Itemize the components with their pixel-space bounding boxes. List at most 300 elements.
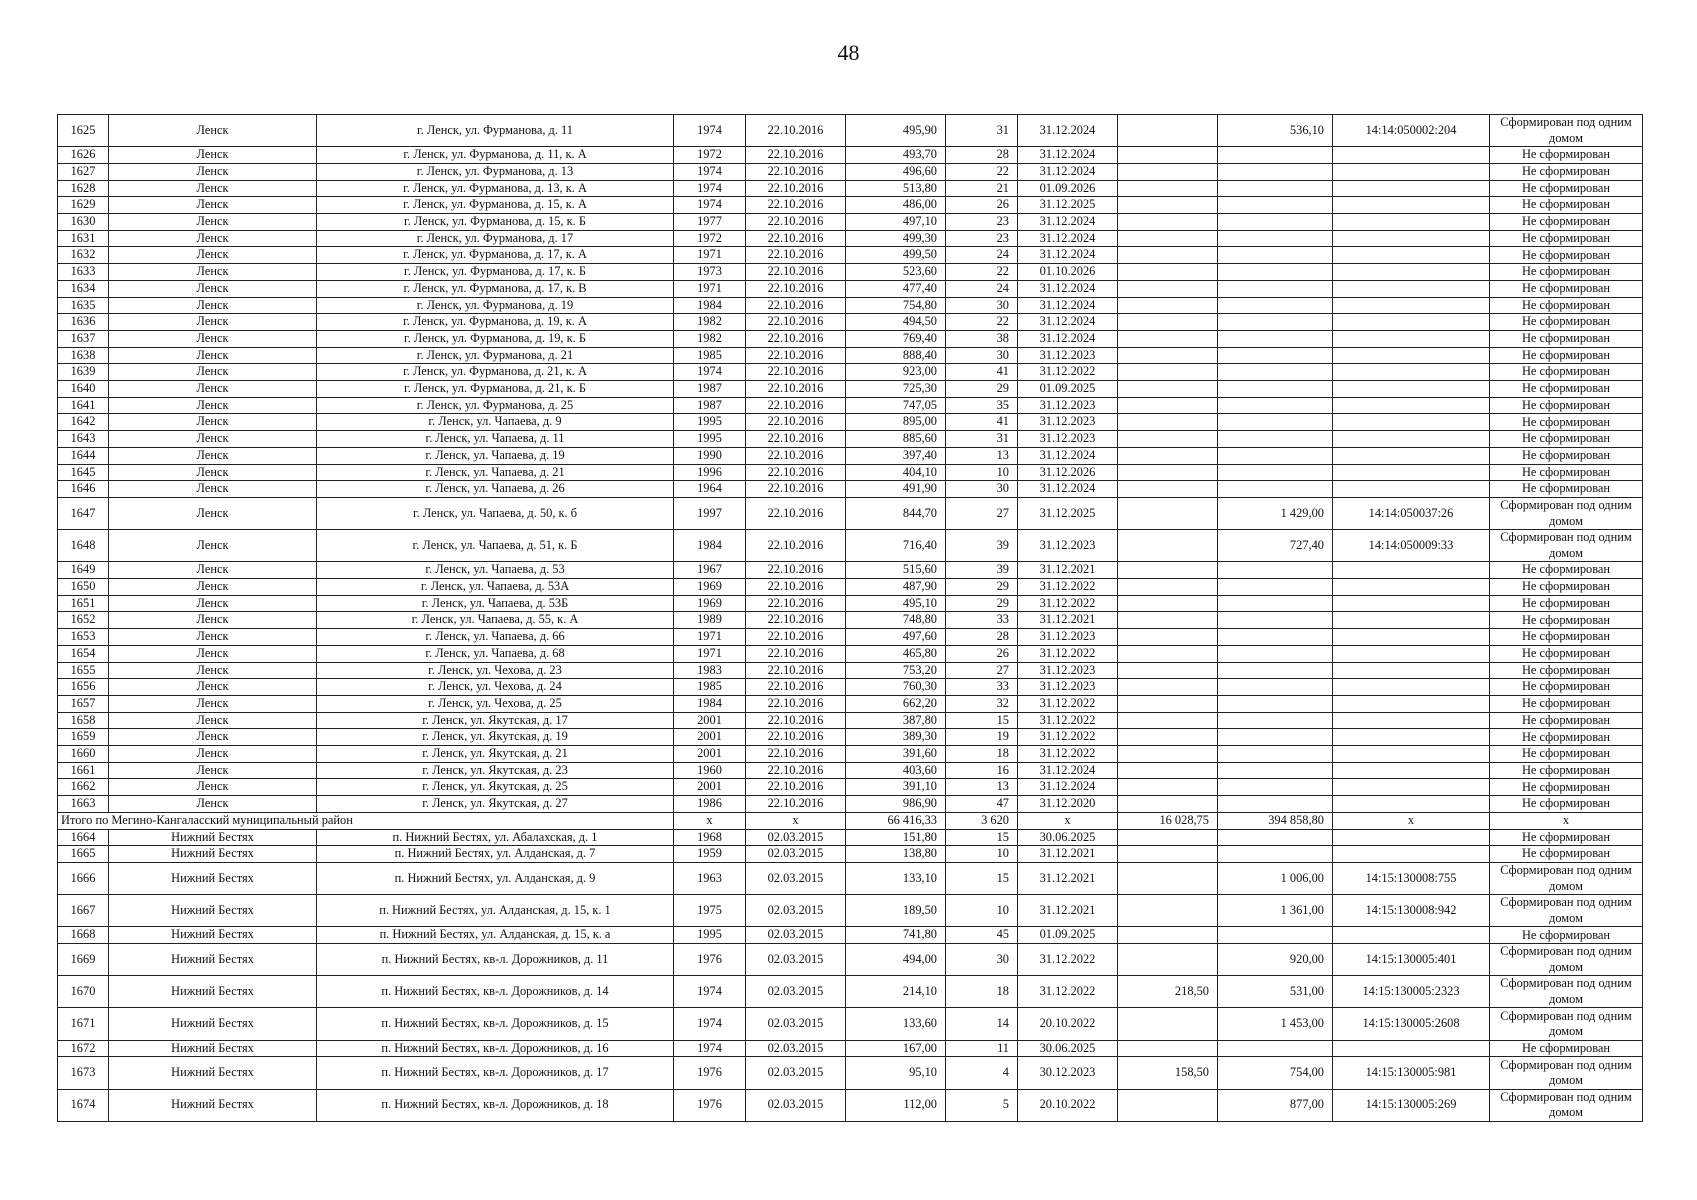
- cadastral-number-cell: 14:14:050009:33: [1333, 530, 1490, 562]
- table-row: [58, 197, 1643, 214]
- cadastral-number-cell: [1333, 729, 1490, 746]
- table-row: [58, 779, 1643, 796]
- area-cell: 725,30: [846, 381, 946, 398]
- date-cell: 02.03.2015: [746, 1057, 846, 1089]
- address-cell: г. Ленск, ул. Фурманова, д. 19, к. Б: [317, 330, 674, 347]
- address-cell: г. Ленск, ул. Чапаева, д. 51, к. Б: [317, 530, 674, 562]
- row-number-cell: 1658: [58, 712, 109, 729]
- status-cell: Не сформирован: [1490, 645, 1643, 662]
- row-number-cell: 1652: [58, 612, 109, 629]
- total-year-cell: x: [674, 812, 746, 829]
- address-cell: п. Нижний Бестях, кв-л. Дорожников, д. 17: [317, 1057, 674, 1089]
- city-cell: Ленск: [109, 247, 317, 264]
- table-row: [58, 230, 1643, 247]
- table-row: [58, 464, 1643, 481]
- table-row: [58, 762, 1643, 779]
- area-cell: 404,10: [846, 464, 946, 481]
- date-cell: 02.03.2015: [746, 846, 846, 863]
- land-area-cell: [1118, 695, 1218, 712]
- row-number-cell: 1625: [58, 115, 109, 147]
- area-cell: 189,50: [846, 895, 946, 927]
- land-area-2-cell: [1218, 230, 1333, 247]
- city-cell: Ленск: [109, 562, 317, 579]
- area-cell: 495,10: [846, 595, 946, 612]
- cadastral-number-cell: [1333, 796, 1490, 813]
- land-area-cell: [1118, 414, 1218, 431]
- table-row: [58, 381, 1643, 398]
- land-area-2-cell: [1218, 147, 1333, 164]
- year-cell: 1960: [674, 762, 746, 779]
- row-number-cell: 1636: [58, 314, 109, 331]
- deadline-cell: 31.12.2024: [1018, 147, 1118, 164]
- cadastral-number-cell: [1333, 163, 1490, 180]
- status-cell: Не сформирован: [1490, 180, 1643, 197]
- address-cell: г. Ленск, ул. Фурманова, д. 11: [317, 115, 674, 147]
- cadastral-number-cell: [1333, 1040, 1490, 1057]
- table-row: [58, 712, 1643, 729]
- residents-cell: 13: [946, 447, 1018, 464]
- residents-cell: 22: [946, 314, 1018, 331]
- deadline-cell: 31.12.2022: [1018, 729, 1118, 746]
- land-area-cell: [1118, 562, 1218, 579]
- city-cell: Нижний Бестях: [109, 829, 317, 846]
- residents-cell: 5: [946, 1089, 1018, 1121]
- total-row: [58, 812, 1643, 829]
- residents-cell: 15: [946, 829, 1018, 846]
- row-number-cell: 1653: [58, 629, 109, 646]
- year-cell: 1984: [674, 297, 746, 314]
- cadastral-number-cell: [1333, 481, 1490, 498]
- land-area-cell: [1118, 679, 1218, 696]
- city-cell: Ленск: [109, 612, 317, 629]
- status-cell: Сформирован под одним домом: [1490, 1089, 1643, 1121]
- cadastral-number-cell: [1333, 662, 1490, 679]
- cadastral-number-cell: [1333, 562, 1490, 579]
- date-cell: 22.10.2016: [746, 729, 846, 746]
- row-number-cell: 1657: [58, 695, 109, 712]
- cadastral-number-cell: [1333, 381, 1490, 398]
- cadastral-number-cell: [1333, 762, 1490, 779]
- status-cell: Не сформирован: [1490, 364, 1643, 381]
- city-cell: Нижний Бестях: [109, 1008, 317, 1040]
- land-area-cell: [1118, 862, 1218, 894]
- deadline-cell: 31.12.2023: [1018, 679, 1118, 696]
- table-row: [58, 431, 1643, 448]
- table-row: [58, 264, 1643, 281]
- residents-cell: 39: [946, 562, 1018, 579]
- cadastral-number-cell: [1333, 431, 1490, 448]
- area-cell: 112,00: [846, 1089, 946, 1121]
- deadline-cell: 31.12.2024: [1018, 762, 1118, 779]
- land-area-2-cell: [1218, 180, 1333, 197]
- city-cell: Ленск: [109, 147, 317, 164]
- year-cell: 1969: [674, 579, 746, 596]
- row-number-cell: 1662: [58, 779, 109, 796]
- year-cell: 1974: [674, 1008, 746, 1040]
- cadastral-number-cell: [1333, 414, 1490, 431]
- city-cell: Ленск: [109, 314, 317, 331]
- cadastral-number-cell: [1333, 695, 1490, 712]
- date-cell: 22.10.2016: [746, 779, 846, 796]
- table-row: [58, 347, 1643, 364]
- address-cell: п. Нижний Бестях, ул. Алданская, д. 9: [317, 862, 674, 894]
- area-cell: 885,60: [846, 431, 946, 448]
- city-cell: Ленск: [109, 662, 317, 679]
- table-row: [58, 414, 1643, 431]
- deadline-cell: 31.12.2021: [1018, 562, 1118, 579]
- date-cell: 22.10.2016: [746, 796, 846, 813]
- land-area-cell: [1118, 330, 1218, 347]
- address-cell: п. Нижний Бестях, ул. Алданская, д. 15, к. 1: [317, 895, 674, 927]
- deadline-cell: 31.12.2024: [1018, 115, 1118, 147]
- cadastral-number-cell: [1333, 846, 1490, 863]
- residents-cell: 23: [946, 214, 1018, 231]
- row-number-cell: 1649: [58, 562, 109, 579]
- status-cell: Не сформирован: [1490, 746, 1643, 763]
- table-row: [58, 595, 1643, 612]
- row-number-cell: 1633: [58, 264, 109, 281]
- status-cell: Не сформирован: [1490, 264, 1643, 281]
- land-area-2-cell: [1218, 297, 1333, 314]
- year-cell: 1971: [674, 645, 746, 662]
- address-cell: г. Ленск, ул. Чапаева, д. 55, к. А: [317, 612, 674, 629]
- residents-cell: 15: [946, 862, 1018, 894]
- year-cell: 1983: [674, 662, 746, 679]
- city-cell: Ленск: [109, 180, 317, 197]
- area-cell: 741,80: [846, 927, 946, 944]
- residents-cell: 4: [946, 1057, 1018, 1089]
- city-cell: Ленск: [109, 297, 317, 314]
- row-number-cell: 1659: [58, 729, 109, 746]
- cadastral-number-cell: [1333, 397, 1490, 414]
- status-cell: Не сформирован: [1490, 381, 1643, 398]
- area-cell: 133,60: [846, 1008, 946, 1040]
- year-cell: 1976: [674, 944, 746, 976]
- date-cell: 22.10.2016: [746, 595, 846, 612]
- status-cell: Сформирован под одним домом: [1490, 895, 1643, 927]
- address-cell: г. Ленск, ул. Чехова, д. 23: [317, 662, 674, 679]
- cadastral-number-cell: [1333, 214, 1490, 231]
- land-area-cell: [1118, 481, 1218, 498]
- status-cell: Не сформирован: [1490, 247, 1643, 264]
- date-cell: 02.03.2015: [746, 976, 846, 1008]
- area-cell: 662,20: [846, 695, 946, 712]
- area-cell: 716,40: [846, 530, 946, 562]
- address-cell: п. Нижний Бестях, ул. Алданская, д. 15, к. а: [317, 927, 674, 944]
- date-cell: 22.10.2016: [746, 645, 846, 662]
- date-cell: 22.10.2016: [746, 481, 846, 498]
- land-area-cell: [1118, 579, 1218, 596]
- land-area-cell: [1118, 629, 1218, 646]
- deadline-cell: 01.09.2025: [1018, 381, 1118, 398]
- land-area-cell: [1118, 895, 1218, 927]
- row-number-cell: 1637: [58, 330, 109, 347]
- address-cell: г. Ленск, ул. Фурманова, д. 25: [317, 397, 674, 414]
- residents-cell: 29: [946, 381, 1018, 398]
- date-cell: 22.10.2016: [746, 247, 846, 264]
- status-cell: Сформирован под одним домом: [1490, 1057, 1643, 1089]
- table-row: [58, 746, 1643, 763]
- address-cell: п. Нижний Бестях, кв-л. Дорожников, д. 18: [317, 1089, 674, 1121]
- land-area-2-cell: [1218, 927, 1333, 944]
- area-cell: 465,80: [846, 645, 946, 662]
- table-row: [58, 497, 1643, 529]
- table-row: [58, 115, 1643, 147]
- residents-cell: 39: [946, 530, 1018, 562]
- table-row: [58, 862, 1643, 894]
- cadastral-number-cell: [1333, 247, 1490, 264]
- residents-cell: 33: [946, 612, 1018, 629]
- row-number-cell: 1638: [58, 347, 109, 364]
- year-cell: 1963: [674, 862, 746, 894]
- residents-cell: 21: [946, 180, 1018, 197]
- date-cell: 22.10.2016: [746, 330, 846, 347]
- table-row: [58, 147, 1643, 164]
- residents-cell: 18: [946, 746, 1018, 763]
- table-row: [58, 645, 1643, 662]
- date-cell: 22.10.2016: [746, 414, 846, 431]
- table-row: [58, 729, 1643, 746]
- land-area-2-cell: [1218, 612, 1333, 629]
- residents-cell: 30: [946, 297, 1018, 314]
- city-cell: Ленск: [109, 779, 317, 796]
- land-area-2-cell: [1218, 679, 1333, 696]
- status-cell: Не сформирован: [1490, 297, 1643, 314]
- page-number: 48: [837, 40, 860, 65]
- deadline-cell: 31.12.2021: [1018, 895, 1118, 927]
- total-date-cell: x: [746, 812, 846, 829]
- address-cell: г. Ленск, ул. Фурманова, д. 11, к. А: [317, 147, 674, 164]
- year-cell: 1976: [674, 1057, 746, 1089]
- residents-cell: 10: [946, 846, 1018, 863]
- city-cell: Ленск: [109, 364, 317, 381]
- residents-cell: 30: [946, 944, 1018, 976]
- cadastral-number-cell: 14:14:050002:204: [1333, 115, 1490, 147]
- total-status-cell: x: [1490, 812, 1643, 829]
- table-row: [58, 297, 1643, 314]
- area-cell: 133,10: [846, 862, 946, 894]
- date-cell: 22.10.2016: [746, 381, 846, 398]
- row-number-cell: 1671: [58, 1008, 109, 1040]
- row-number-cell: 1645: [58, 464, 109, 481]
- area-cell: 138,80: [846, 846, 946, 863]
- area-cell: 753,20: [846, 662, 946, 679]
- deadline-cell: 30.06.2025: [1018, 1040, 1118, 1057]
- total-area-cell: 66 416,33: [846, 812, 946, 829]
- row-number-cell: 1673: [58, 1057, 109, 1089]
- city-cell: Ленск: [109, 481, 317, 498]
- row-number-cell: 1664: [58, 829, 109, 846]
- city-cell: Ленск: [109, 431, 317, 448]
- status-cell: Не сформирован: [1490, 431, 1643, 448]
- city-cell: Ленск: [109, 230, 317, 247]
- status-cell: Не сформирован: [1490, 679, 1643, 696]
- land-area-2-cell: [1218, 431, 1333, 448]
- address-cell: г. Ленск, ул. Фурманова, д. 19, к. А: [317, 314, 674, 331]
- land-area-2-cell: 1 006,00: [1218, 862, 1333, 894]
- row-number-cell: 1655: [58, 662, 109, 679]
- year-cell: 1997: [674, 497, 746, 529]
- address-cell: г. Ленск, ул. Якутская, д. 23: [317, 762, 674, 779]
- area-cell: 986,90: [846, 796, 946, 813]
- city-cell: Ленск: [109, 746, 317, 763]
- row-number-cell: 1647: [58, 497, 109, 529]
- cadastral-number-cell: [1333, 629, 1490, 646]
- city-cell: Ленск: [109, 163, 317, 180]
- residents-cell: 26: [946, 645, 1018, 662]
- address-cell: г. Ленск, ул. Чапаева, д. 21: [317, 464, 674, 481]
- deadline-cell: 31.12.2024: [1018, 280, 1118, 297]
- status-cell: Сформирован под одним домом: [1490, 862, 1643, 894]
- area-cell: 754,80: [846, 297, 946, 314]
- row-number-cell: 1665: [58, 846, 109, 863]
- address-cell: г. Ленск, ул. Якутская, д. 27: [317, 796, 674, 813]
- city-cell: Ленск: [109, 695, 317, 712]
- date-cell: 22.10.2016: [746, 397, 846, 414]
- area-cell: 151,80: [846, 829, 946, 846]
- year-cell: 1974: [674, 115, 746, 147]
- city-cell: Ленск: [109, 330, 317, 347]
- year-cell: 1971: [674, 247, 746, 264]
- deadline-cell: 31.12.2024: [1018, 314, 1118, 331]
- year-cell: 2001: [674, 729, 746, 746]
- land-area-2-cell: [1218, 214, 1333, 231]
- deadline-cell: 01.09.2026: [1018, 180, 1118, 197]
- land-area-cell: [1118, 347, 1218, 364]
- date-cell: 22.10.2016: [746, 264, 846, 281]
- address-cell: г. Ленск, ул. Фурманова, д. 21: [317, 347, 674, 364]
- deadline-cell: 31.12.2022: [1018, 746, 1118, 763]
- land-area-2-cell: [1218, 829, 1333, 846]
- address-cell: г. Ленск, ул. Чапаева, д. 9: [317, 414, 674, 431]
- land-area-2-cell: [1218, 846, 1333, 863]
- status-cell: Сформирован под одним домом: [1490, 530, 1643, 562]
- address-cell: г. Ленск, ул. Чапаева, д. 19: [317, 447, 674, 464]
- table-row: [58, 927, 1643, 944]
- address-cell: г. Ленск, ул. Якутская, д. 25: [317, 779, 674, 796]
- residents-cell: 28: [946, 629, 1018, 646]
- land-area-2-cell: 727,40: [1218, 530, 1333, 562]
- land-area-2-cell: 531,00: [1218, 976, 1333, 1008]
- land-area-cell: [1118, 595, 1218, 612]
- residents-cell: 38: [946, 330, 1018, 347]
- year-cell: 1975: [674, 895, 746, 927]
- year-cell: 1982: [674, 314, 746, 331]
- deadline-cell: 01.10.2026: [1018, 264, 1118, 281]
- status-cell: Сформирован под одним домом: [1490, 1008, 1643, 1040]
- land-area-cell: [1118, 530, 1218, 562]
- status-cell: Не сформирован: [1490, 729, 1643, 746]
- table-row: [58, 1089, 1643, 1121]
- cadastral-number-cell: [1333, 330, 1490, 347]
- row-number-cell: 1631: [58, 230, 109, 247]
- residents-cell: 10: [946, 895, 1018, 927]
- status-cell: Не сформирован: [1490, 629, 1643, 646]
- deadline-cell: 31.12.2024: [1018, 330, 1118, 347]
- year-cell: 1968: [674, 829, 746, 846]
- land-area-2-cell: [1218, 562, 1333, 579]
- city-cell: Нижний Бестях: [109, 846, 317, 863]
- cadastral-number-cell: [1333, 347, 1490, 364]
- area-cell: 844,70: [846, 497, 946, 529]
- residents-cell: 30: [946, 481, 1018, 498]
- date-cell: 22.10.2016: [746, 297, 846, 314]
- land-area-2-cell: 754,00: [1218, 1057, 1333, 1089]
- residents-cell: 24: [946, 280, 1018, 297]
- land-area-cell: [1118, 314, 1218, 331]
- cadastral-number-cell: 14:15:130005:269: [1333, 1089, 1490, 1121]
- area-cell: 487,90: [846, 579, 946, 596]
- date-cell: 22.10.2016: [746, 497, 846, 529]
- address-cell: г. Ленск, ул. Фурманова, д. 15, к. А: [317, 197, 674, 214]
- year-cell: 1985: [674, 347, 746, 364]
- city-cell: Ленск: [109, 629, 317, 646]
- land-area-cell: [1118, 762, 1218, 779]
- row-number-cell: 1663: [58, 796, 109, 813]
- city-cell: Ленск: [109, 729, 317, 746]
- land-area-2-cell: [1218, 330, 1333, 347]
- row-number-cell: 1667: [58, 895, 109, 927]
- status-cell: Не сформирован: [1490, 612, 1643, 629]
- year-cell: 1995: [674, 431, 746, 448]
- land-area-cell: [1118, 712, 1218, 729]
- date-cell: 22.10.2016: [746, 347, 846, 364]
- cadastral-number-cell: [1333, 180, 1490, 197]
- status-cell: Не сформирован: [1490, 314, 1643, 331]
- city-cell: Ленск: [109, 679, 317, 696]
- land-area-cell: [1118, 464, 1218, 481]
- deadline-cell: 31.12.2024: [1018, 163, 1118, 180]
- date-cell: 22.10.2016: [746, 464, 846, 481]
- cadastral-number-cell: 14:15:130008:942: [1333, 895, 1490, 927]
- area-cell: 493,70: [846, 147, 946, 164]
- land-area-2-cell: [1218, 729, 1333, 746]
- date-cell: 02.03.2015: [746, 829, 846, 846]
- city-cell: Ленск: [109, 464, 317, 481]
- area-cell: 523,60: [846, 264, 946, 281]
- residents-cell: 32: [946, 695, 1018, 712]
- table-row: [58, 846, 1643, 863]
- residents-cell: 14: [946, 1008, 1018, 1040]
- cadastral-number-cell: 14:15:130008:755: [1333, 862, 1490, 894]
- area-cell: 769,40: [846, 330, 946, 347]
- address-cell: г. Ленск, ул. Фурманова, д. 17, к. А: [317, 247, 674, 264]
- land-area-cell: 158,50: [1118, 1057, 1218, 1089]
- table-row: [58, 662, 1643, 679]
- cadastral-number-cell: [1333, 314, 1490, 331]
- land-area-2-cell: [1218, 595, 1333, 612]
- year-cell: 2001: [674, 712, 746, 729]
- year-cell: 1987: [674, 381, 746, 398]
- deadline-cell: 01.09.2025: [1018, 927, 1118, 944]
- date-cell: 02.03.2015: [746, 895, 846, 927]
- city-cell: Ленск: [109, 712, 317, 729]
- cadastral-number-cell: [1333, 746, 1490, 763]
- land-area-cell: [1118, 280, 1218, 297]
- year-cell: 1984: [674, 695, 746, 712]
- land-area-cell: [1118, 264, 1218, 281]
- table-row: [58, 695, 1643, 712]
- city-cell: Ленск: [109, 645, 317, 662]
- land-area-cell: [1118, 364, 1218, 381]
- address-cell: г. Ленск, ул. Фурманова, д. 15, к. Б: [317, 214, 674, 231]
- land-area-2-cell: 920,00: [1218, 944, 1333, 976]
- land-area-cell: [1118, 147, 1218, 164]
- table-row: [58, 330, 1643, 347]
- area-cell: 391,60: [846, 746, 946, 763]
- row-number-cell: 1630: [58, 214, 109, 231]
- land-area-cell: [1118, 1008, 1218, 1040]
